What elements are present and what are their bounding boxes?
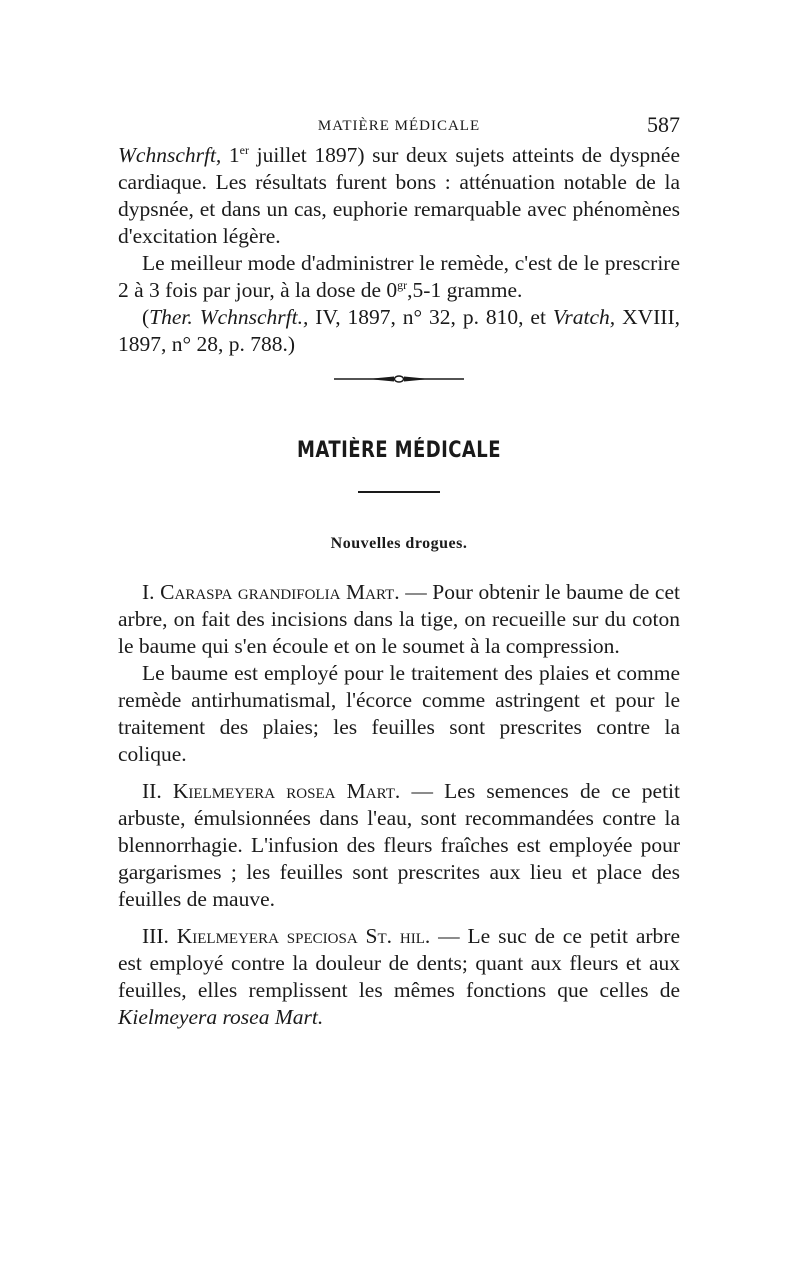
date-day: 1	[228, 143, 240, 167]
reference-paragraph	[118, 304, 680, 358]
running-title: MATIÈRE MÉDICALE	[317, 118, 481, 134]
entry-numeral: I.	[142, 580, 155, 604]
page-number: 587	[647, 112, 680, 137]
entry-numeral: III.	[142, 924, 169, 948]
entry-numeral: II.	[142, 779, 162, 803]
entry-paragraph	[118, 923, 680, 1031]
entry-followup: Le baume est employé pour le traitement des plaies et comme remède antirhumatismal, l'écorce comme astringent et pour le traitement des plaies; les feuilles sont prescrites contre la colique.	[118, 661, 680, 766]
entry-paragraph	[118, 579, 680, 660]
section-title: MATIÈRE MÉDICALE	[297, 438, 501, 463]
reference-journal-2: Vratch,	[552, 305, 616, 329]
section-subtitle: Nouvelles drogues.	[330, 535, 468, 552]
running-head	[118, 112, 680, 142]
reference-open: (	[142, 305, 150, 329]
continuation-paragraph	[118, 142, 680, 250]
continuation-text: juillet 1897) sur deux sujets atteints de dyspnée cardiaque. Les résultats furent bons : atténuation notable de la dypsnée, et dans un cas, euphorie remarquable avec phénomènes d'excitation légère.	[118, 143, 681, 248]
ornament-divider	[334, 374, 464, 384]
entry-paragraph	[118, 778, 680, 913]
reference-details-2: XVIII, 1897, n° 28, p. 788.)	[118, 305, 680, 356]
entry-name: Caraspa grandifolia Mart.	[160, 580, 400, 604]
page	[118, 112, 680, 1031]
entry-reference: Kielmeyera rosea Mart.	[118, 1005, 324, 1029]
reference-journal-1: Ther. Wchnschrft.,	[149, 305, 309, 329]
dosage-text-end: ,5-1 gramme.	[407, 278, 523, 302]
entry-name: Kielmeyera rosea Mart.	[172, 779, 401, 803]
entry-text: — Le suc de ce petit arbre est employé contre la douleur de dents; quant aux fleurs et aux feuilles, elles remplissent les mêmes fonctions que celles de	[118, 924, 680, 1002]
entry-name: Kielmeyera speciosa St. hil.	[176, 924, 431, 948]
entry-text: — Les semences de ce petit arbuste, émulsionnées dans l'eau, sont recommandées contre la blennorrhagie. L'infusion des fleurs fraîches est employée pour gargarismes ; les feuilles sont prescrites aux lieu et place des feuilles de mauve.	[118, 779, 680, 911]
dosage-text: Le meilleur mode d'administrer le remède, c'est de le prescrire 2 à 3 fois par jour, à la dose de 0	[118, 251, 680, 302]
section-rule	[358, 491, 440, 493]
date-superscript: er	[239, 142, 249, 157]
unit-superscript: gr	[397, 277, 408, 292]
dosage-paragraph	[118, 250, 680, 304]
reference-details-1: IV, 1897, n° 32, p. 810, et	[308, 305, 553, 329]
entry-text: — Pour obtenir le baume de cet arbre, on fait des incisions dans la tige, on recueille sur du coton le baume qui s'en écoule et on le soumet à la compression.	[118, 580, 680, 658]
journal-ref: Wchnschrft,	[118, 143, 222, 167]
drug-entries	[118, 579, 680, 1031]
